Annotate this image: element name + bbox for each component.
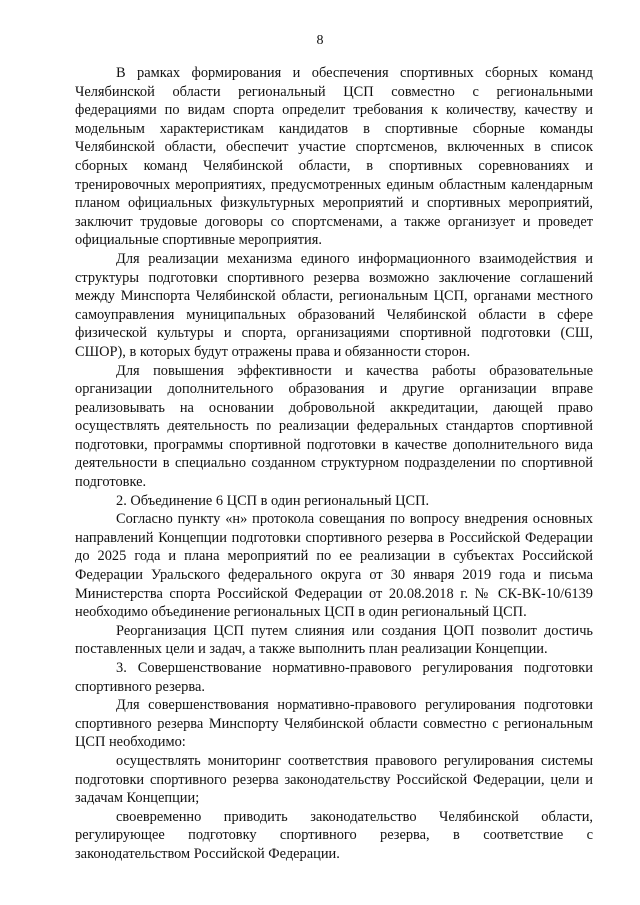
paragraph-accreditation: Для повышения эффективности и качества работы образовательные организации дополнительного образования и другие организации вправе реализовывать на основании добровольной аккредитации, дающей право осуществлять деятельность по реализации федеральных стандартов спортивной подготовки, программы спортивной подготовки в качестве дополнительного вида деятельности в специально созданном структурном подразделении по спортивной подготовке. xyxy=(75,362,593,491)
paragraph-regulation-intro: Для совершенствования нормативно-правового регулирования подготовки спортивного резерва Минспорту Челябинской области совместно с региональным ЦСП необходимо: xyxy=(75,697,593,751)
section-heading-regulation: 3. Совершенствование нормативно-правового регулирования подготовки спортивного резерва. xyxy=(75,660,593,695)
paragraph-team-formation: В рамках формирования и обеспечения спортивных сборных команд Челябинской области региональный ЦСП совместно с региональными федерациями по видам спорта определит требования к количеству, качеству и модельным характеристикам кандидатов в спортивные сборные команды Челябинской области, обеспечит участие спортсменов, включенных в список сборных команд Челябинской области, в спортивных соревнованиях и тренировочных мероприятиях, предусмотренных единым областным календарным планом официальных физкультурных мероприятий и спортивных мероприятий, заключит трудовые договоры со спортсменами, а также организует и проведет официальные спортивные мероприятия. xyxy=(75,65,593,249)
document-body xyxy=(75,64,593,864)
paragraph-information-interaction: Для реализации механизма единого информационного взаимодействия и структуры подготовки спортивного резерва возможно заключение соглашений между Минспорта Челябинской области, региональным ЦСП, органами местного самоуправления муниципальных образований Челябинской области в сфере физической культуры и спорта, организациями спортивной подготовки (СШ, СШОР), в которых будут отражены права и обязанности сторон. xyxy=(75,250,593,360)
section-heading-merger: 2. Объединение 6 ЦСП в один региональный ЦСП. xyxy=(116,492,430,509)
page-number: 8 xyxy=(316,33,324,48)
list-item-legislation: своевременно приводить законодательство Челябинской области, регулирующее подготовку спортивного резерва, в соответствие с законодательством Российской Федерации. xyxy=(75,808,593,862)
paragraph-protocol-reference: Согласно пункту «н» протокола совещания по вопросу внедрения основных направлений Концепции подготовки спортивного резерва в Российской Федерации до 2025 года и плана мероприятий по ее реализации в субъектах Российской Федерации Уральского федерального округа от 30 января 2019 года и письма Министерства спорта Российской Федерации от 20.08.2018 г. № СК-ВК-10/6139 необходимо объединение региональных ЦСП в один региональный ЦСП. xyxy=(75,511,593,621)
paragraph-reorganization: Реорганизация ЦСП путем слияния или создания ЦОП позволит достичь поставленных цели и задач, а также выполнить план реализации Концепции. xyxy=(75,622,593,658)
list-item-monitoring: осуществлять мониторинг соответствия правового регулирования системы подготовки спортивного резерва законодательству Российской Федерации, цели и задачам Концепции; xyxy=(75,752,593,807)
